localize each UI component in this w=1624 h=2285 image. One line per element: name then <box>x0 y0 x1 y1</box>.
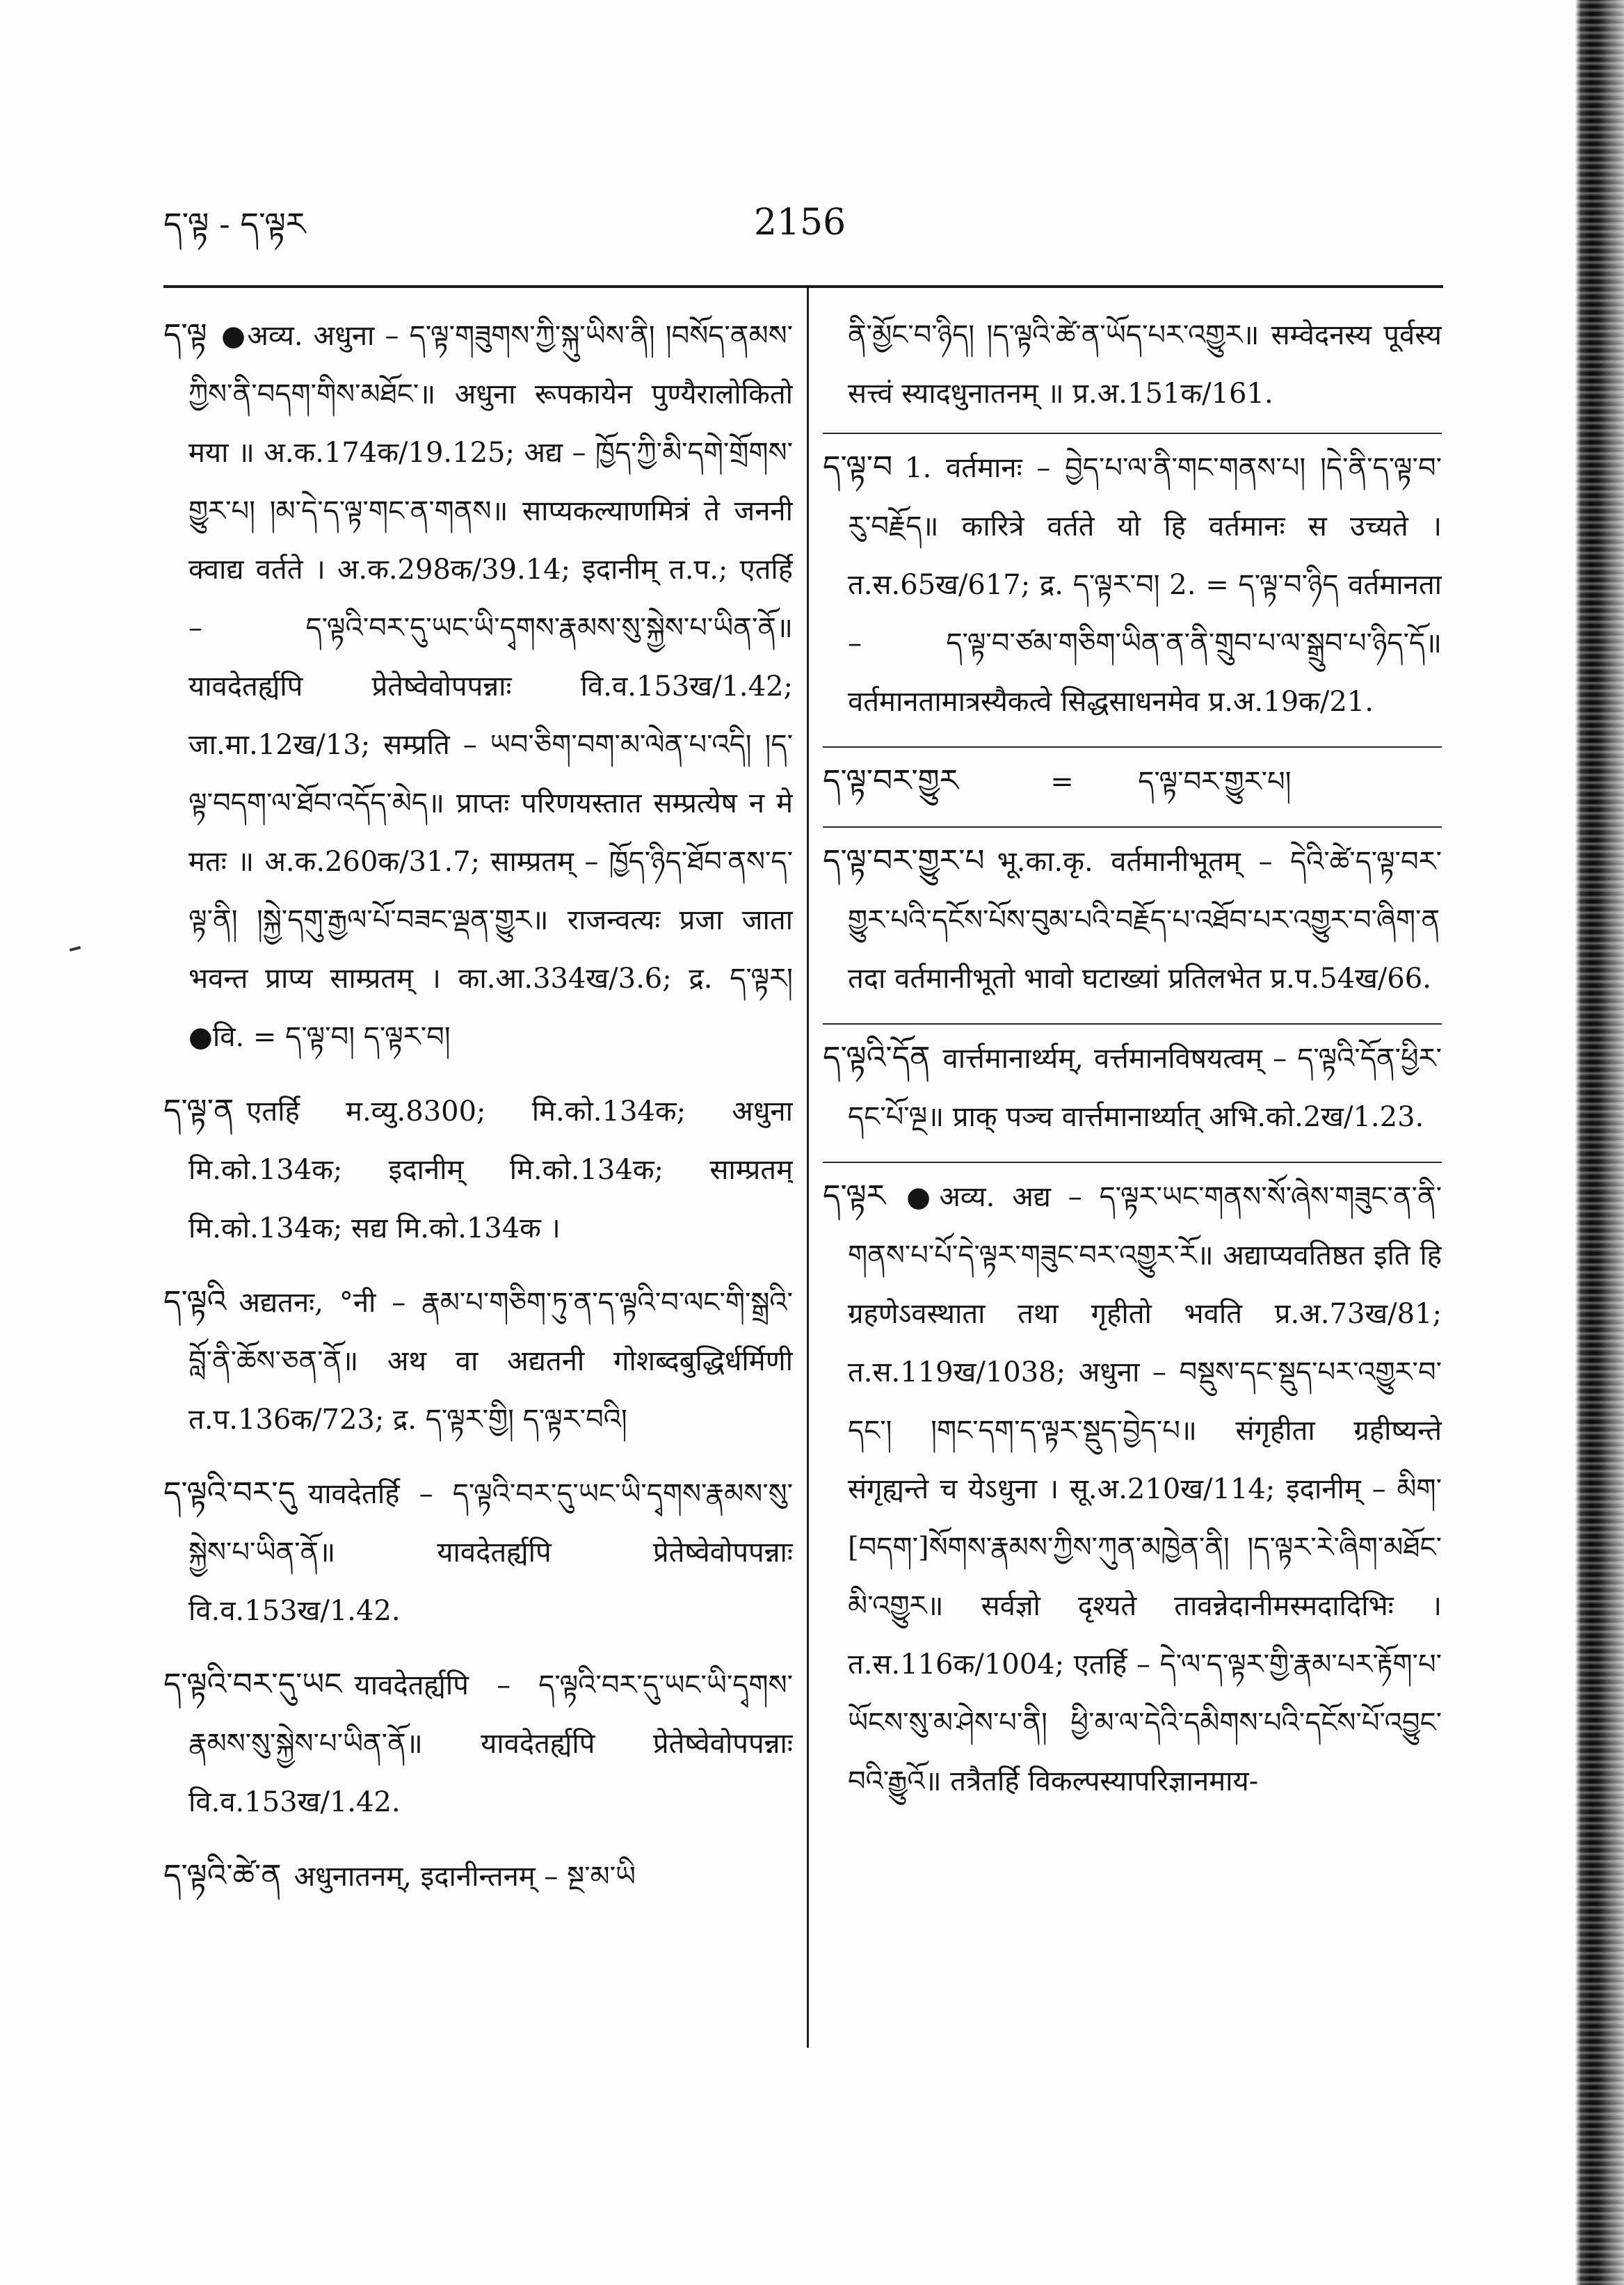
header-rule <box>163 285 1443 288</box>
entry-headword: ད་ལྟའི་བར་དུ་ཡང <box>163 1667 342 1702</box>
dictionary-entry <box>823 1162 1442 1811</box>
entry-headword: ད་ལྟར <box>823 1178 886 1214</box>
running-head: ད་ལྟ - ད་ལྟར <box>163 205 306 243</box>
page-number: 2156 <box>753 202 846 243</box>
scan-speck <box>70 946 81 952</box>
entry-body: अधुनातनम्, इदानीन्तनम् – སྔ་མ་ཡི <box>294 1861 636 1893</box>
dictionary-entry <box>163 1273 793 1449</box>
entry-headword: ད་ལྟའི་ཚེ་ན <box>163 1858 282 1893</box>
entry-body: 1. वर्तमानः – བྱེད་པ་ལ་ནི་གང་གནས་པ། །དེ་ནི་ད་ལྟ་བ་རུ་བརྗོད॥ कारित्रे वर्तते यो हि वर्तमानः स उच्यते । त.स.65ख/617; द्र. ད་ལྟར་བ། 2. = ད་ལྟ་བ་ཉིད वर्तमानता – ད་ལྟ་བ་ཙམ་གཅིག་ཡིན་ན་ནི་གྲུབ་པ་ལ་སྒྲུབ་པ་ཉིད་དོ॥ वर्तमानतामात्रस्यैकत्वे सिद्धसाधनमेव प्र.अ.19क/21. <box>848 452 1442 718</box>
entry-headword: ད་ལྟ་བར་གྱུར <box>823 763 959 799</box>
dictionary-entry <box>163 1847 793 1906</box>
entry-body: यावदेतर्ह्यपि – ད་ལྟའི་བར་དུ་ཡང་ཡི་དྭགས་རྣམས་སུ་སྐྱེས་པ་ཡིན་ནོ॥ यावदेतर्ह्यपि प्रेतेष्वेवोपपन्नाः वि.व.153ख/1.42. <box>188 1669 793 1818</box>
dictionary-entry <box>823 433 1442 731</box>
entry-body: एतर्हि म.व्यु.8300; मि.को.134क; अधुना मि.को.134क; इदानीम् मि.को.134क; साम्प्रतम् मि.को.134क; सद्य मि.को.134क । <box>188 1096 793 1244</box>
entry-headword: ད་ལྟ་བར་གྱུར་པ <box>823 843 985 879</box>
dictionary-entry <box>163 306 793 1066</box>
entry-body: भू.का.कृ. वर्तमानीभूतम् – དེའི་ཚེ་ད་ལྟ་བར་གྱུར་པའི་དངོས་པོས་བུམ་པའི་བརྗོད་པ་འཐོབ་པར་འགྱུར་བ་ཞིག་ན तदा वर्तमानीभूतो भावो घटाख्यां प्रतिलभेत प्र.प.54ख/66. <box>848 846 1442 995</box>
dictionary-entry <box>163 1464 793 1640</box>
entry-headword: ད་ལྟའི <box>163 1284 227 1320</box>
entry-headword: ད་ལྟ <box>163 317 207 353</box>
dictionary-entry <box>823 1023 1442 1146</box>
entry-headword: ད་ལྟ་བ <box>823 449 893 485</box>
entry-headword: ད་ལྟའི་དོན <box>823 1040 931 1075</box>
entry-continuation: ནི་མྱོང་བ་ཉིད། །ད་ལྟའི་ཚེ་ན་ཡོད་པར་འགྱུར॥ सम्वेदनस्य पूर्वस्य सत्त्वं स्यादधुनातनम् ॥ प्र.अ.151क/161. <box>848 319 1442 410</box>
dictionary-entry: ད་ལྟ་བར་གྱུར = ད་ལྟ་བར་གྱུར་པ། <box>823 746 1442 811</box>
scan-edge-shadow <box>1575 0 1624 2285</box>
entry-body: ●अव्य. अधुना – ད་ལྟ་གཟུགས་ཀྱི་སྐུ་ཡིས་ནི། །བསོད་ནམས་ཀྱིས་ནི་བདག་གིས་མཐོང་॥ अधुना रूपकायेन पुण्यैरालोकितो मया ॥ अ.क.174क/19.125; अद्य – ཁྱོད་ཀྱི་མི་དགེ་གྲོགས་གྱུར་པ། །མ་དེ་ད་ལྟ་གང་ན་གནས॥ साप्यकल्याणमित्रं ते जननी क्वाद्य वर्तते । अ.क.298क/39.14; इदानीम् त.प.; एतर्हि – ད་ལྟའི་བར་དུ་ཡང་ཡི་དྭགས་རྣམས་སུ་སྐྱེས་པ་ཡིན་ནོ॥ यावदेतर्ह्यपि प्रेतेष्वेवोपपन्नाः वि.व.153ख/1.42; जा.मा.12ख/13; सम्प्रति – ཡབ་ཅིག་བག་མ་ལེན་པ་འདི། །ད་ལྟ་བདག་ལ་ཐོབ་འདོད་མེད॥ प्राप्तः परिणयस्तात सम्प्रत्येष न मे मतः ॥ अ.क.260क/31.7; साम्प्रतम् – ཁྱོད་ཉིད་ཐོབ་ནས་ད་ལྟ་ནི། །སྐྱེ་དགུ་རྒྱལ་པོ་བཟང་ལྡན་གྱུར॥ राजन्वत्यः प्रजा जाता भवन्त प्राप्य साम्प्रतम् । का.आ.334ख/3.6; द्र. ད་ལྟར། ●वि. = ད་ལྟ་བ། ད་ལྟར་བ། <box>188 320 793 1053</box>
dictionary-entry <box>163 1082 793 1258</box>
right-column <box>823 306 1442 2247</box>
entry-body: अद्यतनः, °नी – རྣམ་པ་གཅིག་ཏུ་ན་ད་ལྟའི་བ་ལང་གི་སྒྲའི་བློ་ནི་ཆོས་ཅན་ནོ॥ अथ वा अद्यतनी गोशब्दबुद्धिर्धर्मिणी त.प.136क/723; द्र. ད་ལྟར་གྱི། ད་ལྟར་བའི། <box>188 1287 793 1436</box>
entry-headword: ད་ལྟའི་བར་དུ <box>163 1475 296 1511</box>
entry-body: वार्त्तमानार्थ्यम्, वर्त्तमानविषयत्वम् – ད་ལྟའི་དོན་ཕྱིར་དང་པོ་ལྔ॥ प्राक् पञ्च वार्त्तमानार्थ्यात् अभि.को.2ख/1.23. <box>848 1043 1442 1133</box>
dictionary-entry <box>823 826 1442 1008</box>
column-divider <box>807 288 809 2048</box>
cross-reference: ད་ལྟ་བར་གྱུར་པ། <box>1138 766 1292 798</box>
entry-body: यावदेतर्हि – ད་ལྟའི་བར་དུ་ཡང་ཡི་དྭགས་རྣམས་སུ་སྐྱེས་པ་ཡིན་ནོ॥ यावदेतर्ह्यपि प्रेतेष्वेवोपपन्नाः वि.व.153ख/1.42. <box>188 1478 793 1627</box>
dictionary-entry <box>163 1655 793 1831</box>
entry-headword: ད་ལྟ་ན <box>163 1093 234 1128</box>
entry-body: ●अव्य. अद्य – ད་ལྟར་ཡང་གནས་སོ་ཞེས་གཟུང་ན་ནི་གནས་པ་པོ་དེ་ལྟར་གཟུང་བར་འགྱུར་རོ॥ अद्याप्यवतिष्ठत इति हि ग्रहणेऽवस्थाता तथा गृहीतो भवति प्र.अ.73ख/81; त.स.119ख/1038; अधुना – བསྡུས་དང་སྡུད་པར་འགྱུར་བ་དང་། །གང་དག་ད་ལྟར་སྡུད་བྱེད་པ॥ संगृहीता ग्रहीष्यन्ते संगृह्यन्ते च येऽधुना । सू.अ.210ख/114; इदानीम् – མིག་[བདག་]སོགས་རྣམས་ཀྱིས་ཀུན་མཁྱེན་ནི། །ད་ལྟར་རེ་ཞིག་མཐོང་མི་འགྱུར॥ सर्वज्ञो दृश्यते तावन्नेदानीमस्मदादिभिः । त.स.116क/1004; एतर्हि – དེ་ལ་ད་ལྟར་གྱི་རྣམ་པར་རྟོག་པ་ཡོངས་སུ་མ་ཤེས་པ་ནི། ཕྱི་མ་ལ་དེའི་དམིགས་པའི་དངོས་པོ་འབྱུང་བའི་རྒྱུའོ॥ तत्रैतर्हि विकल्पस्यापरिज्ञानमाय- <box>848 1181 1442 1797</box>
left-column <box>163 306 793 2247</box>
